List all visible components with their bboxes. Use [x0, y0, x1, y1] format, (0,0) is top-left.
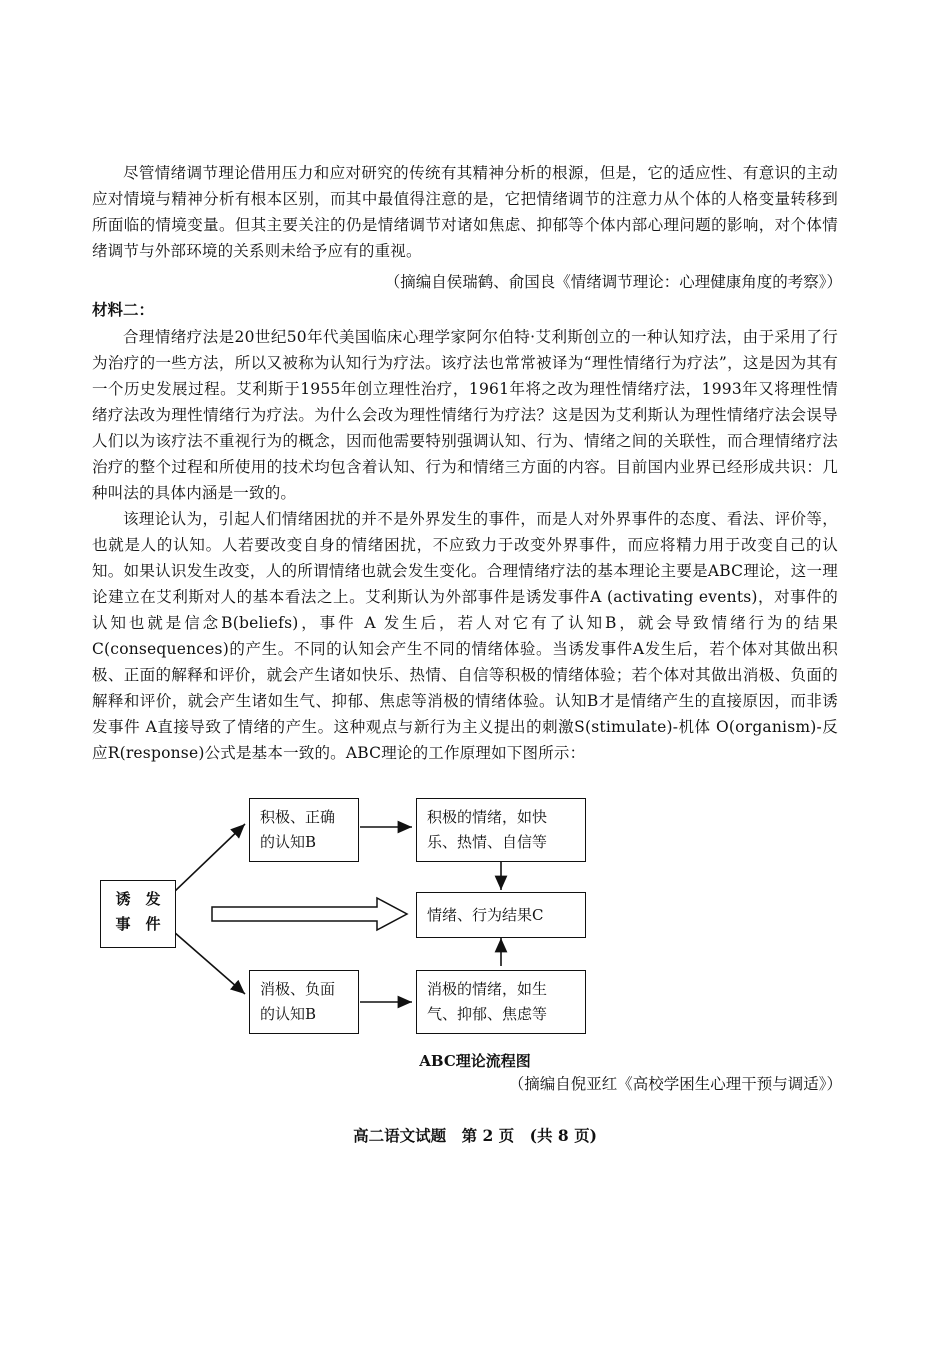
negative-emotion-line-1: 消极的情绪，如生 — [427, 980, 548, 998]
paragraph-rational-emotive-therapy: 合理情绪疗法是20世纪50年代美国临床心理学家阿尔伯特·艾利斯创立的一种认知疗法，由于采用了行为治疗的一些方法，所以又被称为认知行为疗法。该疗法也常常被译为“理性情绪行为疗法”，这是因为其有一个历史发展过程。艾利斯于1955年创立理性治疗，1961年将之改为理性情绪疗法，1993年又将理性情绪疗法改为理性情绪行为疗法。为什么会改为理性情绪行为疗法？这是因为艾利斯认为理性情绪疗法会误导人们以为该疗法不重视行为的概念，因而他需要特别强调认知、行为、情绪之间的关联性，而合理情绪疗法治疗的整个过程和所使用的技术均包含着认知、行为和情绪三方面的内容。目前国内业界已经形成共识：几种叫法的具体内涵是一致的。 — [92, 328, 838, 502]
box-positive-emotion — [416, 798, 586, 862]
box-negative-cognition — [249, 970, 359, 1034]
box-result — [416, 892, 586, 938]
positive-emotion-line-1: 积极的情绪，如快 — [427, 808, 548, 826]
positive-cognition-line-1: 积极、正确 — [260, 808, 336, 826]
event-line-1: 诱 发 — [115, 890, 161, 908]
negative-emotion-line-2: 气、抑郁、焦虑等 — [427, 1005, 548, 1023]
negative-cognition-line-1: 消极、负面 — [260, 980, 336, 998]
box-triggering-event — [100, 880, 176, 948]
result-label: 情绪、行为结果C — [427, 906, 544, 924]
positive-cognition-line-2: 的认知B — [260, 833, 317, 851]
negative-cognition-line-2: 的认知B — [260, 1005, 317, 1023]
page-footer: 高二语文试题 第 2 页 (共 8 页) — [353, 1126, 597, 1145]
paragraph-abc-theory: 该理论认为，引起人们情绪困扰的并不是外界发生的事件，而是人对外界事件的态度、看法、评价等，也就是人的认知。人若要改变自身的情绪困扰，不应致力于改变外界事件，而应将精力用于改变自己的认知。如果认识发生改变，人的所谓情绪也就会发生变化。合理情绪疗法的基本理论主要是ABC理论，这一理论建立在艾利斯对人的基本看法之上。艾利斯认为外部事件是诱发事件A (activating events)，对事件的认知也就是信念B(beliefs)，事件 A 发生后，若人对它有了认知B，就会导致情绪行为的结果 C(consequences)的产生。不同的认知会产生不同的情绪体验。当诱发事件A发生后，若个体对其做出积极、正面的解释和评价，就会产生诸如快乐、热情、自信等积极的情绪体验；若个体对其做出消极、负面的解释和评价，就会产生诸如生气、抑郁、焦虑等消极的情绪体验。认知B才是情绪产生的直接原因，而非诱发事件 A直接导致了情绪的产生。这种观点与新行为主义提出的刺激S(stimulate)-机体 O(organism)-反应R(response)公式是基本一致的。ABC理论的工作原理如下图所示： — [92, 510, 838, 762]
diagram-caption: ABC理论流程图 — [419, 1052, 531, 1070]
box-positive-cognition — [249, 798, 359, 862]
arrow-event-to-positive-cognition — [174, 824, 245, 892]
box-negative-emotion — [416, 970, 586, 1034]
event-line-2: 事 件 — [115, 915, 161, 933]
arrow-event-to-negative-cognition — [174, 932, 245, 994]
abc-flow-diagram — [92, 782, 838, 1052]
material-two-heading: 材料二： — [92, 300, 155, 319]
positive-emotion-line-2: 乐、热情、自信等 — [427, 833, 548, 851]
source-citation-1: （摘编自侯瑞鹤、俞国良《情绪调节理论：心理健康角度的考察》） — [384, 273, 842, 291]
source-citation-2: （摘编自倪亚红《高校学困生心理干预与调适》） — [508, 1075, 842, 1093]
paragraph-emotion-regulation: 尽管情绪调节理论借用压力和应对研究的传统有其精神分析的根源，但是，它的适应性、有意识的主动应对情境与精神分析有根本区别，而其中最值得注意的是，它把情绪调节的注意力从个体的人格变量转移到所面临的情境变量。但其主要关注的仍是情绪调节对诸如焦虑、抑郁等个体内部心理问题的影响，对个体情绪调节与外部环境的关系则未给予应有的重视。 — [92, 164, 838, 260]
hollow-arrow-event-to-result — [212, 898, 407, 930]
